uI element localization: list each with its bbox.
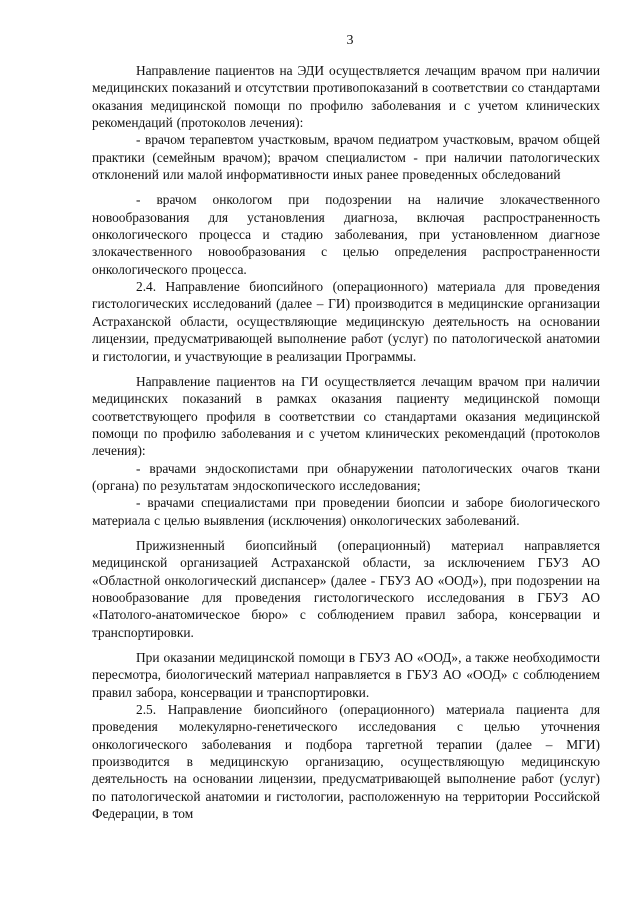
paragraph-section-2-5: 2.5. Направление биопсийного (операционного) материала пациента для проведения молекулярно-генетического исследования с целью уточнения онкологического заболевания и подбора таргетной терапии (далее – МГИ) производится в медицинскую организацию, осуществляющую медицинскую деятельность на основании лицензии, предусматривающей выполнение работ (услуг) по патологической анатомии и гистологии, расположенную на территории Российской Федерации, в том	[92, 702, 600, 822]
paragraph-ood-care: При оказании медицинской помощи в ГБУЗ АО «ООД», а также необходимости пересмотра, биологический материал направляется в ГБУЗ АО «ООД» с соблюдением правил забора, консервации и транспортировки.	[92, 650, 600, 700]
paragraph-oncologist-list-item: - врачом онкологом при подозрении на наличие злокачественного новообразования для установления диагноза, включая распространенность онкологического процесса и стадию заболевания, при установленном диагнозе злокачественного новообразования с целью определения распространенности онкологического процесса.	[92, 192, 600, 277]
paragraph-specialists-list-item: - врачами специалистами при проведении биопсии и заборе биологического материала с целью выявления (исключения) онкологических заболеваний.	[92, 495, 600, 528]
paragraph-edi-referral: Направление пациентов на ЭДИ осуществляется лечащим врачом при наличии медицинских показаний и отсутствии противопоказаний в соответствии со стандартами оказания медицинской помощи по профилю заболевания и с учетом клинических рекомендаций (протоколов лечения):	[92, 63, 601, 131]
document-body	[92, 62, 600, 822]
paragraph-endoscopists-list-item: - врачами эндоскопистами при обнаружении патологических очагов ткани (органа) по результатам эндоскопического исследования;	[92, 460, 600, 493]
paragraph-gi-referral: Направление пациентов на ГИ осуществляется лечащим врачом при наличии медицинских показаний в рамках оказания пациенту медицинской помощи соответствующего профиля в соответствии со стандартами оказания медицинской помощи по профилю заболевания и с учетом клинических рекомендаций (протоколов лечения):	[92, 373, 600, 459]
page-number: 3	[346, 33, 354, 48]
paragraph-biopsy-material: Прижизненный биопсийный (операционный) материал направляется медицинской организацией Астраханской области, за исключением ГБУЗ АО «Областной онкологический диспансер» (далее - ГБУЗ АО «ООД»), при подозрении на новообразование для проведения гистологического исследования в ГБУЗ АО «Патолого-анатомическое бюро» с соблюдением правил забора, консервации и транспортировки.	[92, 537, 600, 640]
paragraph-section-2-4: 2.4. Направление биопсийного (операционного) материала для проведения гистологических исследований (далее – ГИ) производится в медицинские организации Астраханской области, осуществляющие медицинскую деятельность на основании лицензии, предусматривающей выполнение работ (услуг) по патологической анатомии и гистологии, и участвующие в реализации Программы.	[92, 279, 600, 364]
paragraph-therapist-list-item: - врачом терапевтом участковым, врачом педиатром участковым, врачом общей практики (семейным врачом); врачом специалистом - при наличии патологических отклонений или малой информативности иных ранее проведенных обследований	[92, 132, 600, 183]
